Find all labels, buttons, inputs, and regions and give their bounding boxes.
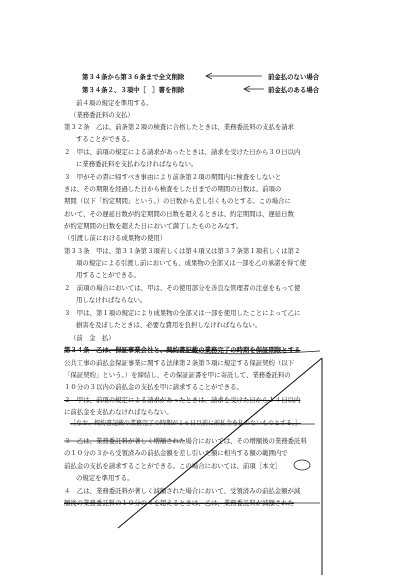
struck-line: 「保証契約」という。）を締結し、その保証証書を甲に寄託して、業務委託料の — [64, 371, 291, 379]
struck-line: １０分の３以内の前払金の支払を甲に請求することができる。 — [64, 383, 243, 391]
struck-line: ４ 乙は、業務委託料が著しく減額された場合において、受領済みの前払金額が減 — [64, 487, 301, 495]
struck-line: の規定を準用する。 — [76, 474, 134, 482]
body-line: 項の規定による引渡し前においても、成果物の全部又は一部を乙の承諾を得て使 — [76, 259, 307, 267]
body-line: が約定期間の日数を超えた日において満了したものとみなす。 — [64, 222, 243, 230]
section-heading: （前 金 払） — [70, 334, 115, 342]
header-line1-left: 第３４条から第３６条まで全文削除 — [82, 73, 185, 81]
header-line2-right: 前金払のある場合 — [268, 86, 320, 94]
struck-line: ２ 甲は、前項の規定による請求があったときは、請求を受けた日から１４日以内 — [64, 396, 301, 404]
body-line: 前４項の規定を準用する。 — [76, 99, 153, 107]
struck-line: ３ 乙は、業務委託料が著しく増額された場合においては、その増額後の業務委託料 — [64, 437, 307, 445]
section-heading: （業務委託料の支払） — [70, 111, 134, 119]
struck-line: の１０分の３から受領済みの前払金額を差し引いた額に相当する額の範囲内で — [64, 449, 288, 457]
struck-line: 公共工事の前払金保証事業に関する法律第２条第５項に規定する保証契約（以下 — [64, 359, 295, 367]
struck-line: に前払金を支払わなければならない。 — [64, 408, 173, 416]
body-line: 期間（以下「約定期間」という。）の日数から差し引くものとする。この場合に — [64, 197, 291, 205]
body-line: に業務委託料を支払わなければならない。 — [76, 160, 198, 168]
section-heading: （引渡し前における成果物の使用） — [64, 234, 167, 242]
header-line2-left: 第３４条２、３項中［ ］書を削除 — [82, 86, 185, 94]
body-line: 用しなければならない。 — [76, 296, 147, 304]
struck-bracket-note: ［なお、契約書記載の業務完了の時期が１６日以前に前払金を払わないものとする。］ — [70, 420, 302, 427]
struck-line: 前払金の支払を請求することができる。この場合においては、前項［本文］ — [64, 462, 282, 470]
header-line1-right: 前金払のない場合 — [268, 73, 320, 81]
diagonal-strike-line — [118, 358, 322, 528]
body-line: きは、その期限を経過した日から検査をした日までの期間の日数は、前項の — [64, 185, 282, 193]
body-line: ３ 甲は、第１項の規定により成果物の全部又は一部を使用したことによって乙に — [64, 309, 301, 317]
body-line: 損害を及ぼしたときは、必要な費用を負担しなければならない。 — [76, 321, 262, 329]
body-line: おいて、その遅延日数が約定期間の日数を超えるときは、約定期間は、遅延日数 — [64, 210, 294, 218]
body-line: ２ 甲は、前項の規定による請求があったときは、請求を受けた日から３０日以内 — [64, 148, 301, 156]
circle-mark — [294, 460, 310, 470]
body-line: ２ 前項の場合においては、甲は、その使用部分を善良な管理者の注意をもって使 — [64, 284, 301, 292]
body-line: することができる。 — [76, 135, 134, 143]
struck-line: 額後の業務委託料の１０分の４を超えるときは、乙は、業務委託料が減額された — [64, 499, 295, 507]
body-line: ３ 甲がその責に帰すべき事由により前条第２項の期間内に検査をしないと — [64, 173, 282, 181]
body-line: 用することができる。 — [76, 271, 140, 279]
article-33-line: 第３３条 甲は、第３１条第３項若しくは第４項又は第３７条第１項若しくは第２ — [64, 247, 301, 255]
struck-article-34-line: 第３４条 乙は、保証事業会社と、契約書記載の業務完了の時期を保証期限とする — [64, 346, 301, 354]
article-32-line: 第３２条 乙は、前条第２項の検査に合格したときは、業務委託料の支払を請求 — [64, 123, 295, 131]
scribble-strike-1 — [64, 350, 320, 354]
